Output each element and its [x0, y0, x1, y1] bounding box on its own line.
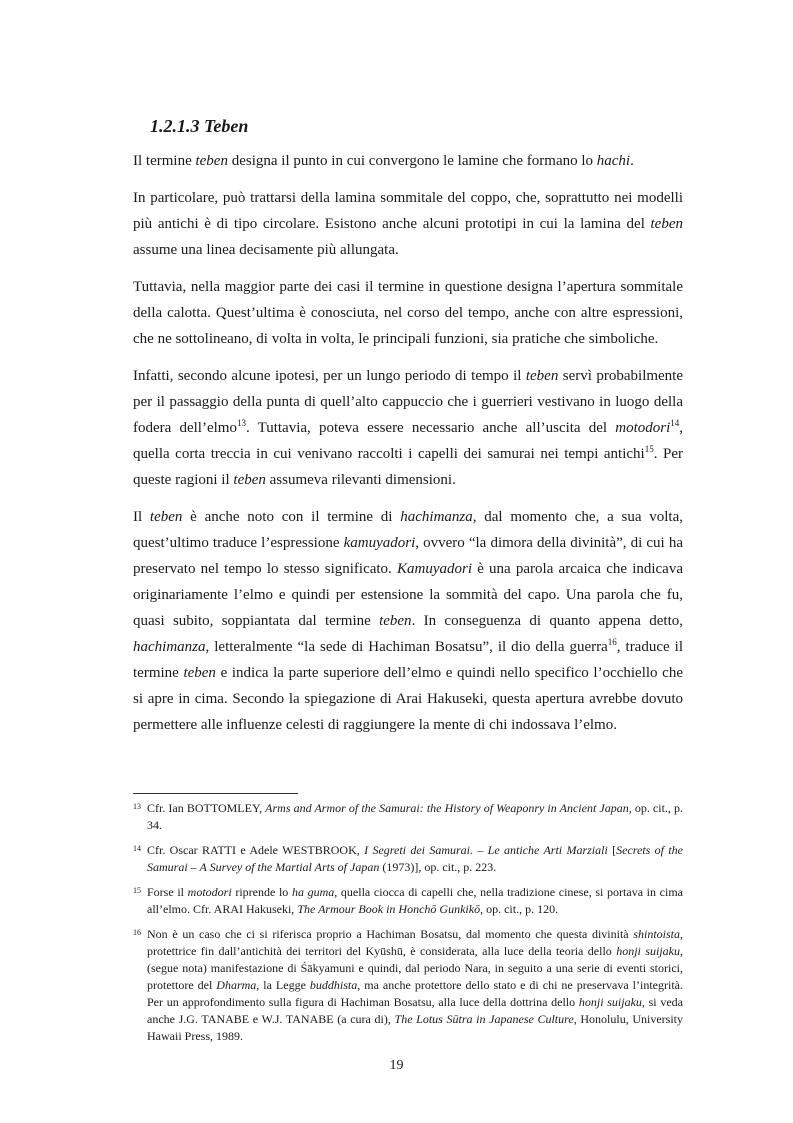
footnote: 14 Cfr. Oscar RATTI e Adele WESTBROOK, I Segreti dei Samurai. – Le antiche Arti Marziali [Secrets of the Samurai – A Survey of the Martial Arts of Japan (1973)], op. cit., p. 223. — [133, 843, 683, 874]
paragraph-1: Il termine teben designa il punto in cui convergono le lamine che formano lo hachi. — [133, 153, 634, 169]
footnote-number: 14 — [133, 844, 141, 853]
paragraph-2: In particolare, può trattarsi della lamina sommitale del coppo, che, soprattutto nei modelli più antichi è di tipo circolare. Esistono anche alcuni prototipi in cui la lamina del teben assume una linea decisamente più allungata. — [133, 190, 683, 258]
paragraph-5: Il teben è anche noto con il termine di hachimanza, dal momento che, a sua volta, quest’ultimo traduce l’espressione kamuyadori, ovvero “la dimora della divinità”, di cui ha preservato nel tempo lo stesso significato. Kamuyadori è una parola arcaica che indicava originariamente l’elmo e quindi per estensione la sommità del capo. Una parola che fu, quasi subito, soppiantata dal termine teben. In conseguenza di quanto appena detto, hachimanza, letteralmente “la sede di Hachiman Bosatsu”, il dio della guerra$^{16}$, traduce il termine teben e indica la parte superiore dell’elmo e quindi nello specifico l’occhiello che si apre in cima. Secondo la spiegazione di Arai Hakuseki, questa apertura avrebbe dovuto permettere alle influenze celesti di raggiungere la mente di chi indossava l’elmo. — [133, 509, 684, 733]
footnote-ref-13[interactable]: 13 — [236, 418, 246, 428]
footnote-number: 16 — [133, 928, 141, 937]
paragraph-3: Tuttavia, nella maggior parte dei casi il termine in questione designa l’apertura sommitale della calotta. Quest’ultima è conosciuta, nel corso del tempo, anche con altre espressioni, che ne sottolineano, di volta in volta, le principali funzioni, sia pratiche che simboliche. — [133, 279, 683, 347]
section-heading: 1.2.1.3 Teben — [150, 116, 249, 136]
body-text — [133, 148, 683, 749]
footnote: 16 Non è un caso che ci si riferisca proprio a Hachiman Bosatsu, dal momento che questa divinità shintoista, protettrice fin dall’antichità dei territori del Kyūshū, è considerata, alla luce della teoria dello honji suijaku, (segue nota) manifestazione di Śākyamuni e quindi, dal periodo Nara, in seguito a una serie di eventi storici, protettore del Dharma, la Legge buddhista, ma anche protettore dello stato e di chi ne preservava l’integrità. Per un approfondimento sulla figura di Hachiman Bosatsu, alla luce della dottrina dello honji suijaku, si veda anche J.G. TANABE e W.J. TANABE (a cura di), The Lotus Sūtra in Japanese Culture, Honolulu, University Hawaii Press, 1989. — [133, 927, 684, 1043]
footnote-ref-14[interactable]: 14 — [670, 418, 680, 428]
footnotes — [133, 800, 683, 1053]
footnote-separator — [133, 793, 298, 794]
footnote-number: 15 — [133, 886, 141, 895]
footnote-ref-16[interactable]: 16 — [607, 637, 617, 647]
paragraph-4: Infatti, secondo alcune ipotesi, per un lungo periodo di tempo il teben servì probabilmente per il passaggio della punta di quell’alto cappuccio che i guerrieri vestivano in luogo della fodera dell’elmo$^{13}$. Tuttavia, poteva essere necessario anche all’uscita del motodori$^{14}$, quella corta treccia in cui venivano raccolti i capelli dei samurai nei tempi antichi$^{15}$. Per queste ragioni il teben assumeva rilevanti dimensioni. — [133, 368, 684, 488]
footnote: 15 Forse il motodori riprende lo ha guma, quella ciocca di capelli che, nella tradizione cinese, si portava in cima all’elmo. Cfr. ARAI Hakuseki, The Armour Book in Honchō Gunkikō, op. cit., p. 120. — [133, 885, 683, 916]
footnote: 13 Cfr. Ian BOTTOMLEY, Arms and Armor of the Samurai: the History of Weaponry in Ancient Japan, op. cit., p. 34. — [133, 801, 683, 832]
footnote-ref-15[interactable]: 15 — [644, 444, 654, 454]
footnote-number: 13 — [133, 802, 141, 811]
page-number: 19 — [389, 1058, 404, 1073]
